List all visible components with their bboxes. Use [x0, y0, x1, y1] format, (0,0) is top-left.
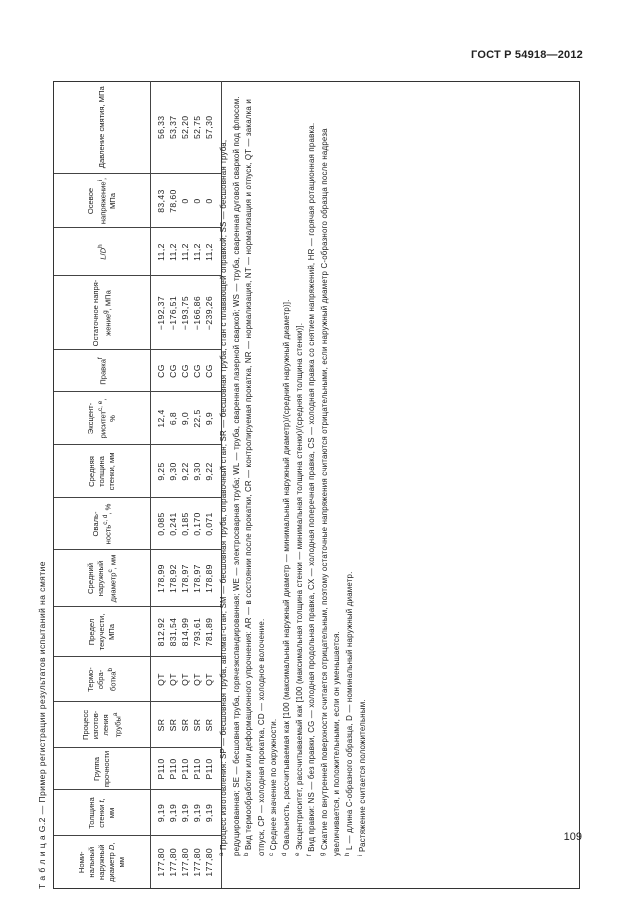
table-row — [167, 81, 179, 888]
cell: 9,22 — [179, 445, 191, 498]
cell: 178,97 — [179, 550, 191, 607]
cell: 52,75 — [191, 81, 203, 174]
cell: 0 — [179, 174, 191, 228]
cell: 9,19 — [179, 790, 191, 836]
cell: 178,99 — [151, 550, 168, 607]
cell: CG — [167, 350, 179, 392]
cell: SR — [179, 702, 191, 748]
table-row — [151, 81, 168, 888]
cell: CG — [203, 350, 222, 392]
cell: P110 — [191, 748, 203, 790]
cell: 11,2 — [179, 228, 191, 276]
page-number: 109 — [563, 831, 582, 843]
cell: 0 — [203, 174, 222, 228]
cell: 78,60 — [167, 174, 179, 228]
cell: 0,170 — [191, 498, 203, 550]
footnote-f: $^f$ Вид правки: NS — без правки, CG — холодная продольная правка, CX — холодная поперечная правка, CS — холодная правка со снятием напряжений, HR — горячая ротационная правка. — [307, 122, 317, 856]
footnote-d-text: Овальность, рассчитываемая как [100 (максимальный наружный диаметр — минимальный наружный диаметр)/(средний наружный диаметр)]. — [281, 299, 291, 851]
cell: QT — [203, 657, 222, 702]
cell: SR — [203, 702, 222, 748]
cell: 9,22 — [203, 445, 222, 498]
col-header-ovality: Овальность$^{c, d}$, % — [54, 498, 151, 550]
col-header-eccentricity: Эксцентриситет$^{c, e}$, % — [54, 392, 151, 445]
cell: 83,43 — [151, 174, 168, 228]
table-row — [179, 81, 191, 888]
results-table — [54, 81, 222, 888]
cell: SR — [151, 702, 168, 748]
col-header-heat: Термообработка$^b$ — [54, 657, 151, 702]
table-caption: Т а б л и ц а G.2 — Пример регистрации результатов испытаний на смятие — [37, 561, 47, 889]
cell: CG — [179, 350, 191, 392]
cell: 9,25 — [151, 445, 168, 498]
footnote-a-text: Процесс изготовления: SP — бесшовная труба, автомат-стан; SM — бесшовная труба, оправочный стан; SR — бесшовная труба, стан с плавающей оправкой; SS — бесшовная труба, редуцированная; SE — бесшовная труба, горячеэкспандированная; WE — электросварная труба; WL — труба, сваренная лазерной сваркой; WS — труба, сваренная дуговой сваркой под флюсом. — [219, 96, 241, 856]
footnote-c: $^c$ Среднее значение по окружности. — [269, 718, 279, 856]
table-row — [191, 81, 203, 888]
cell: 57,30 — [203, 81, 222, 174]
cell: 12,4 — [151, 392, 168, 445]
cell: P110 — [167, 748, 179, 790]
cell: 9,9 — [203, 392, 222, 445]
col-header-wall: Толщина стенки t, мм — [54, 790, 151, 836]
col-header-axial: Осевое напряжение$^i$, МПа — [54, 174, 151, 228]
cell: SR — [191, 702, 203, 748]
cell: CG — [151, 350, 168, 392]
standard-header: ГОСТ Р 54918—2012 — [471, 49, 583, 61]
cell: QT — [179, 657, 191, 702]
cell: −239,26 — [203, 276, 222, 350]
col-header-grade: Группа прочности — [54, 748, 151, 790]
cell: 53,37 — [167, 81, 179, 174]
cell: 178,92 — [167, 550, 179, 607]
cell: 0,241 — [167, 498, 179, 550]
footnote-e: $^e$ Эксцентриситет, рассчитываемый как [100 (максимальная толщина стенки — минимальная толщина стенки)/(средняя толщина стенки)]. — [294, 322, 304, 856]
footnote-a: $^a$ Процесс изготовления: SP — бесшовная труба, автомат-стан; SM — бесшовная труба, оправочный стан; SR — бесшовная труба, стан с плавающей оправкой; SS — бесшовная труба, редуцированная; SE — бесшовная труба, горячеэкспандированная; WE — электросварная труба; WL — труба, сваренная лазерной сваркой; WS — труба, сваренная дуговой сваркой под флюсом. — [219, 96, 241, 856]
cell: −166,86 — [191, 276, 203, 350]
cell: P110 — [179, 748, 191, 790]
cell: 831,54 — [167, 607, 179, 657]
cell: 11,2 — [167, 228, 179, 276]
cell: 177,80 — [203, 836, 222, 888]
rotated-table-block — [37, 81, 580, 889]
cell: QT — [151, 657, 168, 702]
cell: 9,30 — [191, 445, 203, 498]
col-header-mean-wall: Средняя толщина стенки, мм — [54, 445, 151, 498]
table-frame — [53, 81, 580, 889]
cell: 0,071 — [203, 498, 222, 550]
cell: CG — [191, 350, 203, 392]
cell: 9,19 — [167, 790, 179, 836]
cell: 177,80 — [156, 847, 166, 877]
cell: 9,19 — [191, 790, 203, 836]
cell: P110 — [151, 748, 168, 790]
cell: 56,33 — [151, 81, 168, 174]
cell: 9,19 — [203, 790, 222, 836]
cell: 9,0 — [179, 392, 191, 445]
cell: 812,92 — [151, 607, 168, 657]
cell: 0,185 — [179, 498, 191, 550]
footnote-i: $^i$ Растяжение считается положительным. — [357, 699, 367, 856]
cell: QT — [191, 657, 203, 702]
cell: 11,2 — [191, 228, 203, 276]
cell: 0 — [191, 174, 203, 228]
table-header-row — [54, 81, 151, 888]
col-header-mean-od: Средний наружный диаметр$^c$, мм — [54, 550, 151, 607]
cell: 52,20 — [179, 81, 191, 174]
col-header-residual: Остаточное напряжение$^g$, МПа — [54, 276, 151, 350]
col-header-straightening: Правка$^f$ — [54, 350, 151, 392]
footnote-g-text: Сжатие по внутренней поверхности считается отрицательным, поэтому остаточные напряжения считаются отрицательными, если наружный диаметр С-образного образца после надреза увеличивается, и положительными, если он уменьшается. — [319, 128, 342, 856]
cell: 178,89 — [203, 550, 222, 607]
footnote-i-text: Растяжение считается положительным. — [357, 699, 367, 853]
footnote-h: $^h$ L — длина С-образного образца, D — номинальный наружный диаметр. — [344, 571, 354, 856]
cell: 6,8 — [167, 392, 179, 445]
footnote-d: $^d$ Овальность, рассчитываемая как [100 (максимальный наружный диаметр — минимальный наружный диаметр)/(средний наружный диаметр)]. — [281, 299, 291, 856]
col-header-collapse: Давление смятия, МПа — [54, 81, 151, 174]
cell: 11,2 — [151, 228, 168, 276]
cell: 0,085 — [151, 498, 168, 550]
col-header-ld: $L/D^h$ — [54, 228, 151, 276]
cell: 177,80 — [192, 847, 202, 877]
col-header-process: Процесс изготовления трубы$^a$ — [54, 702, 151, 748]
footnote-c-text: Среднее значение по окружности. — [269, 718, 279, 851]
cell: 178,97 — [191, 550, 203, 607]
footnote-b-text: Вид термообработки или деформационного упрочнения: AR — в состоянии после прокатки, CR — контролируемая прокатка, NR — нормализация, NT — нормализация и отпуск, QT — закалка и отпуск, CP — холодная прокатка, CD — холодное волочение. — [244, 98, 266, 856]
cell: 9,19 — [151, 790, 168, 836]
footnote-b: $^b$ Вид термообработки или деформационного упрочнения: AR — в состоянии после прокатки, CR — контролируемая прокатка, NR — нормализация, NT — нормализация и отпуск, QT — закалка и отпуск, CP — холодная прокатка, CD — холодное волочение. — [244, 98, 266, 856]
footnote-g: $^g$ Сжатие по внутренней поверхности считается отрицательным, поэтому остаточные напряжения считаются отрицательными, если наружный диаметр С-образного образца после надреза увеличивается, и положительными, если он уменьшается. — [319, 128, 342, 856]
cell: 781,89 — [203, 607, 222, 657]
cell: 177,80 — [168, 847, 178, 877]
cell: QT — [167, 657, 179, 702]
cell: −192,37 — [151, 276, 168, 350]
cell: 793,61 — [191, 607, 203, 657]
cell: P110 — [203, 748, 222, 790]
cell: −176,51 — [167, 276, 179, 350]
cell: −193,75 — [179, 276, 191, 350]
cell: 9,30 — [167, 445, 179, 498]
col-header-diameter: Номинальный наружный диаметр D, мм — [54, 836, 151, 888]
cell: SR — [167, 702, 179, 748]
cell: 177,80 — [180, 847, 190, 877]
table-footnotes — [218, 90, 369, 880]
col-header-yield: Предел текучести, МПа — [54, 607, 151, 657]
cell: 22,5 — [191, 392, 203, 445]
cell: 11,2 — [203, 228, 222, 276]
footnote-h-text: L — длина С-образного образца, D — номинальный наружный диаметр. — [344, 571, 354, 851]
footnote-e-text: Эксцентриситет, рассчитываемый как [100 (максимальная толщина стенки — минимальная толщина стенки)/(средняя толщина стенки)]. — [294, 322, 304, 851]
footnote-f-text: Вид правки: NS — без правки, CG — холодная продольная правка, CX — холодная поперечная правка, CS — холодная правка со снятием напряжений, HR — горячая ротационная правка. — [307, 122, 317, 852]
cell: 814,99 — [179, 607, 191, 657]
